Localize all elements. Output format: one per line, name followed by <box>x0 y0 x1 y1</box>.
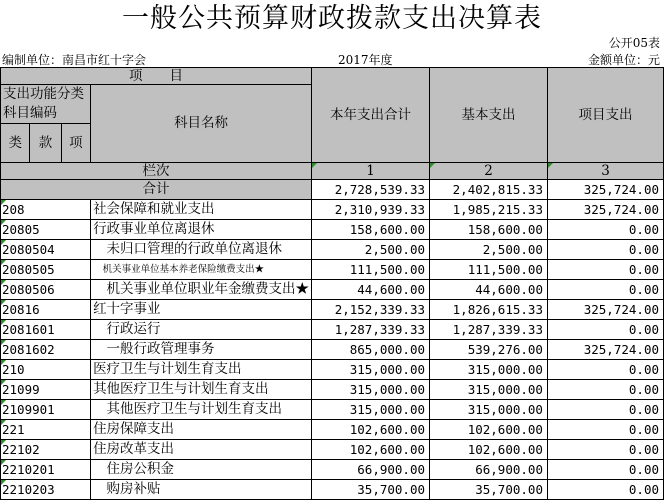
row-total: 111,500.00 <box>312 260 430 280</box>
table-row <box>1 360 664 380</box>
row-basic: 102,600.00 <box>430 440 548 460</box>
table-row <box>1 380 664 400</box>
row-subject-name: 购房补贴 <box>91 480 312 500</box>
row-subject-name: 行政事业单位离退休 <box>91 220 312 240</box>
row-project: 325,724.00 <box>547 340 663 360</box>
row-total: 315,000.00 <box>312 400 430 420</box>
table-row <box>1 280 664 300</box>
header-kuan: 款 <box>30 124 61 163</box>
lanci-label: 栏次 <box>1 163 312 180</box>
row-total: 66,900.00 <box>312 460 430 480</box>
row-project: 0.00 <box>547 220 663 240</box>
total-row-total: 2,728,539.33 <box>312 180 430 200</box>
row-project: 0.00 <box>547 380 663 400</box>
row-total: 2,500.00 <box>312 240 430 260</box>
row-code: 2109901 <box>1 400 91 420</box>
row-total: 2,152,339.33 <box>312 300 430 320</box>
row-subject-name: 未归口管理的行政单位离退休 <box>91 240 312 260</box>
row-project: 0.00 <box>547 280 663 300</box>
row-code: 2210201 <box>1 460 91 480</box>
row-subject-name: 其他医疗卫生与计划生育支出 <box>91 380 312 400</box>
row-subject-name: 住房公积金 <box>91 460 312 480</box>
table-row <box>1 440 664 460</box>
row-total: 102,600.00 <box>312 440 430 460</box>
row-subject-name: 医疗卫生与计划生育支出 <box>91 360 312 380</box>
row-basic: 1,826,615.33 <box>430 300 548 320</box>
row-basic: 66,900.00 <box>430 460 548 480</box>
row-total: 102,600.00 <box>312 420 430 440</box>
row-total: 158,600.00 <box>312 220 430 240</box>
header-func-code: 支出功能分类科目编码 <box>1 85 91 124</box>
row-total: 865,000.00 <box>312 340 430 360</box>
row-code: 22102 <box>1 440 91 460</box>
total-row-basic: 2,402,815.33 <box>430 180 548 200</box>
row-basic: 315,000.00 <box>430 380 548 400</box>
row-code: 20816 <box>1 300 91 320</box>
header-xiang: 项 <box>61 124 90 163</box>
row-basic: 315,000.00 <box>430 400 548 420</box>
row-basic: 111,500.00 <box>430 260 548 280</box>
row-subject-name: 行政运行 <box>91 320 312 340</box>
col-2-label: 2 <box>430 163 548 180</box>
row-subject-name: 机关事业单位基本养老保险缴费支出★ <box>91 260 312 280</box>
row-subject-name: 机关事业单位职业年金缴费支出★ <box>91 280 312 300</box>
total-row-project: 325,724.00 <box>547 180 663 200</box>
table-row <box>1 200 664 220</box>
row-total: 44,600.00 <box>312 280 430 300</box>
row-project: 0.00 <box>547 480 663 500</box>
table-row <box>1 480 664 500</box>
row-project: 0.00 <box>547 360 663 380</box>
row-basic: 2,500.00 <box>430 240 548 260</box>
row-project: 325,724.00 <box>547 200 663 220</box>
row-total: 2,310,939.33 <box>312 200 430 220</box>
row-code: 2210203 <box>1 480 91 500</box>
header-basic: 基本支出 <box>430 68 548 163</box>
row-code: 2081601 <box>1 320 91 340</box>
col-3-label: 3 <box>547 163 663 180</box>
row-subject-name: 一般行政管理事务 <box>91 340 312 360</box>
row-project: 325,724.00 <box>547 300 663 320</box>
page-title: 一般公共预算财政拨款支出决算表 <box>122 3 542 34</box>
table-row <box>1 340 664 360</box>
row-subject-name: 住房保障支出 <box>91 420 312 440</box>
table-row <box>1 460 664 480</box>
row-basic: 35,700.00 <box>430 480 548 500</box>
table-row <box>1 320 664 340</box>
row-project: 0.00 <box>547 240 663 260</box>
form-number: 公开05表 <box>608 36 660 50</box>
fiscal-year: 2017年度 <box>338 53 393 67</box>
row-subject-name: 住房改革支出 <box>91 440 312 460</box>
row-project: 0.00 <box>547 260 663 280</box>
col-1-label: 1 <box>312 163 430 180</box>
table-row <box>1 260 664 280</box>
row-basic: 44,600.00 <box>430 280 548 300</box>
row-code: 21099 <box>1 380 91 400</box>
reporting-unit: 编制单位：南昌市红十字会 <box>2 53 147 67</box>
row-subject-name: 其他医疗卫生与计划生育支出 <box>91 400 312 420</box>
table-row <box>1 300 664 320</box>
row-project: 0.00 <box>547 460 663 480</box>
row-basic: 315,000.00 <box>430 360 548 380</box>
header-item: 项 目 <box>1 68 312 85</box>
table-row <box>1 220 664 240</box>
row-project: 0.00 <box>547 320 663 340</box>
row-total: 315,000.00 <box>312 360 430 380</box>
row-code: 208 <box>1 200 91 220</box>
row-project: 0.00 <box>547 420 663 440</box>
row-total: 315,000.00 <box>312 380 430 400</box>
row-basic: 1,985,215.33 <box>430 200 548 220</box>
header-subject: 科目名称 <box>91 85 312 163</box>
header-total: 本年支出合计 <box>312 68 430 163</box>
row-code: 2081602 <box>1 340 91 360</box>
row-project: 0.00 <box>547 400 663 420</box>
row-code: 2080506 <box>1 280 91 300</box>
total-row-label: 合计 <box>1 180 312 200</box>
table-row <box>1 420 664 440</box>
header-project: 项目支出 <box>547 68 663 163</box>
row-subject-name: 社会保障和就业支出 <box>91 200 312 220</box>
row-basic: 1,287,339.33 <box>430 320 548 340</box>
row-total: 1,287,339.33 <box>312 320 430 340</box>
currency-unit: 金额单位：元 <box>587 53 660 67</box>
row-basic: 539,276.00 <box>430 340 548 360</box>
row-code: 2080505 <box>1 260 91 280</box>
row-code: 210 <box>1 360 91 380</box>
row-basic: 158,600.00 <box>430 220 548 240</box>
row-code: 2080504 <box>1 240 91 260</box>
row-subject-name: 红十字事业 <box>91 300 312 320</box>
table-row <box>1 240 664 260</box>
expenditure-table <box>0 67 664 500</box>
row-code: 221 <box>1 420 91 440</box>
row-code: 20805 <box>1 220 91 240</box>
row-project: 0.00 <box>547 440 663 460</box>
header-lei: 类 <box>1 124 30 163</box>
row-total: 35,700.00 <box>312 480 430 500</box>
table-row <box>1 400 664 420</box>
row-basic: 102,600.00 <box>430 420 548 440</box>
